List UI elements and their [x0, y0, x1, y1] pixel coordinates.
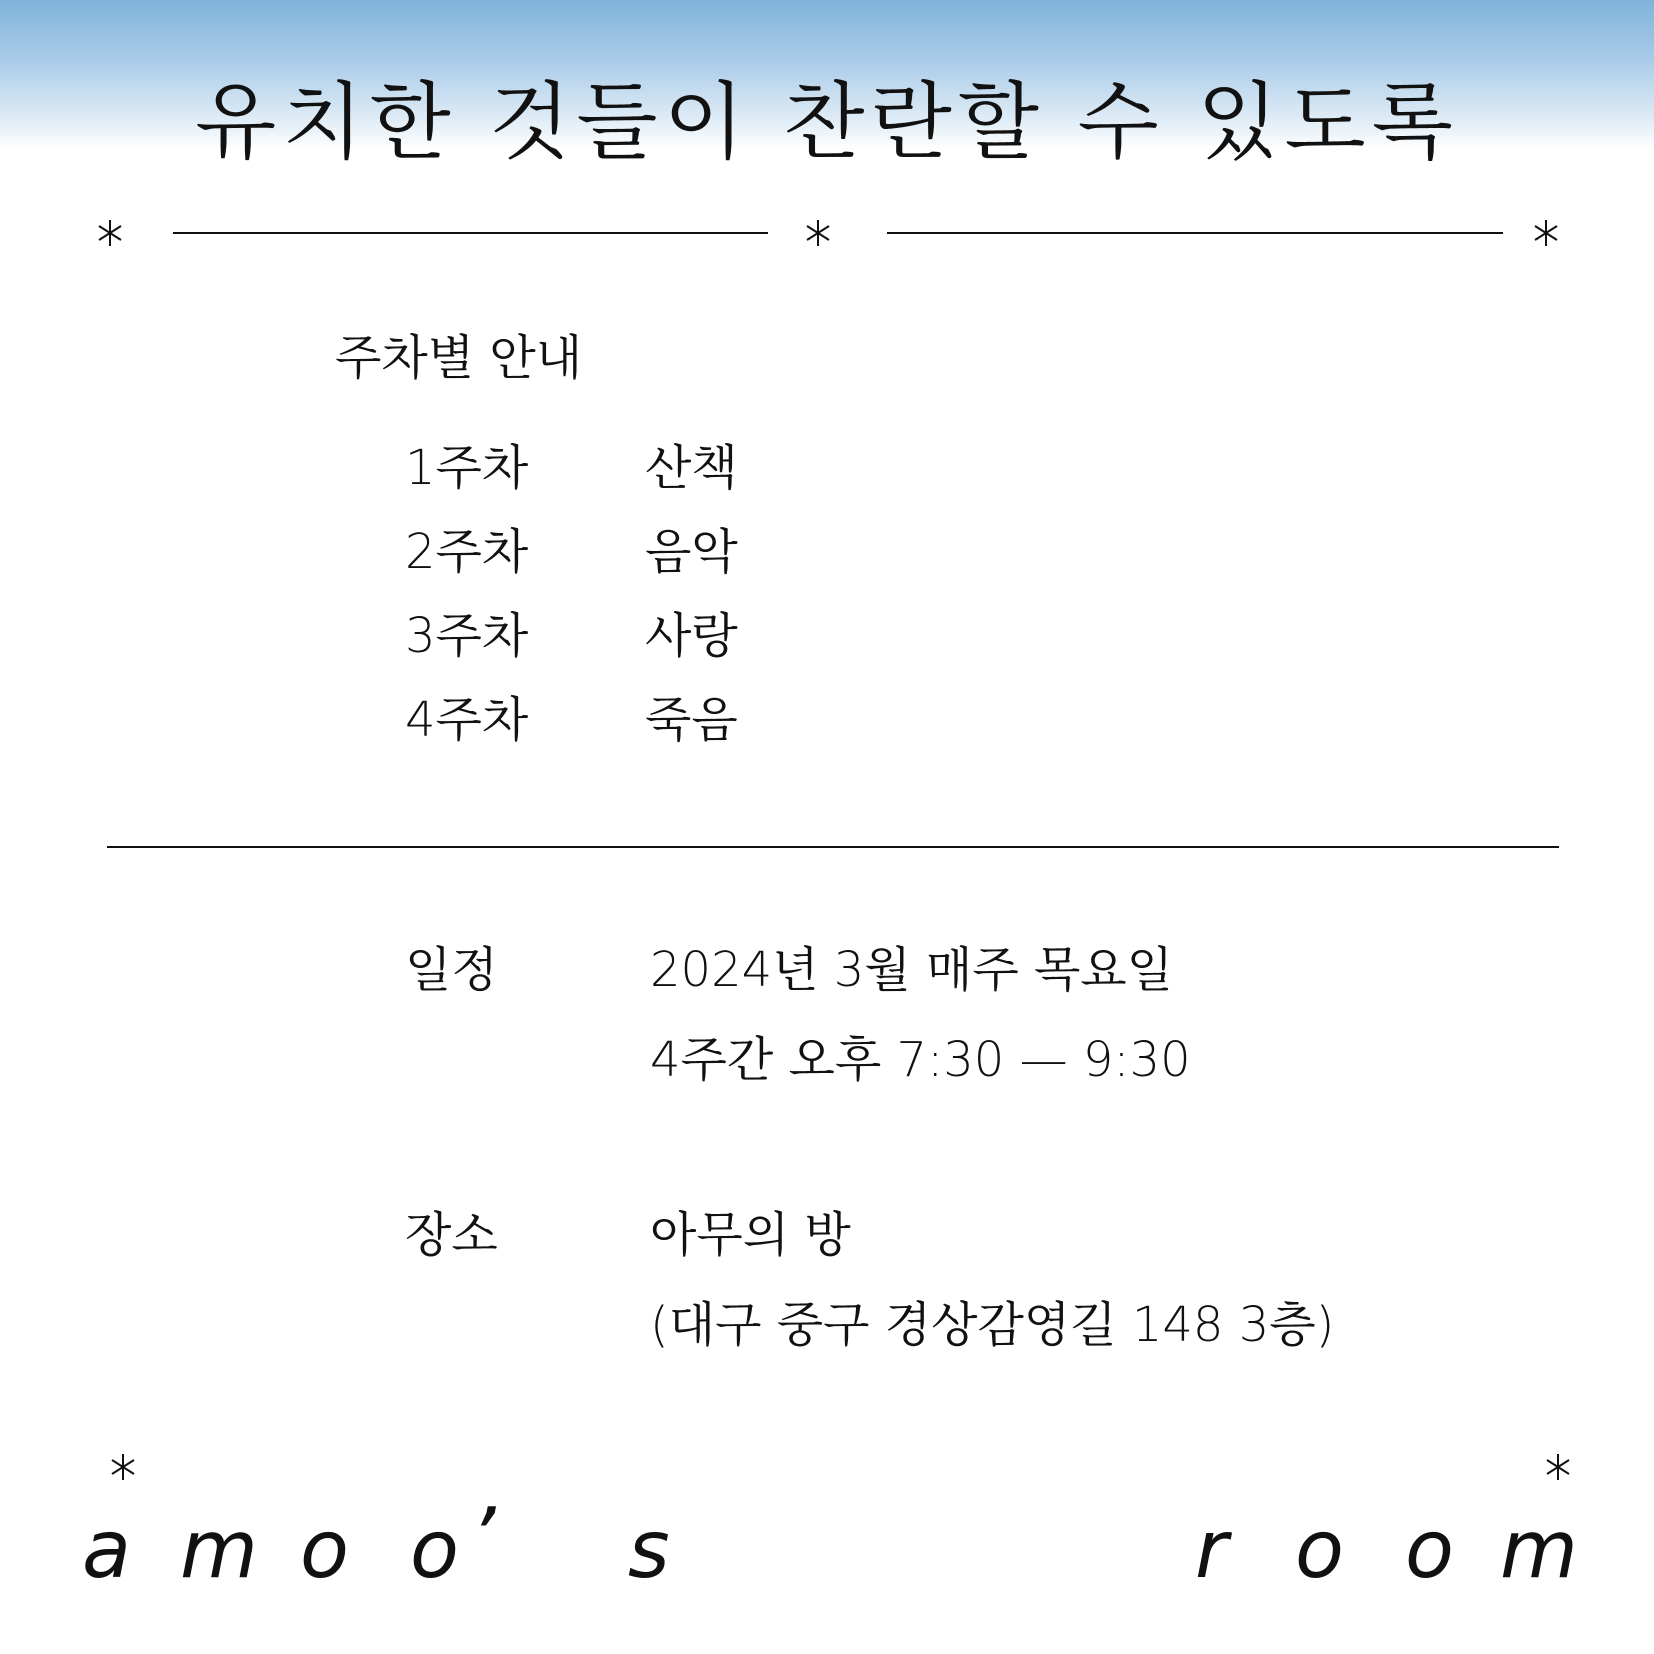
week-topic: 죽음	[645, 692, 738, 748]
week-topic: 산책	[645, 440, 738, 496]
weekly-heading: 주차별 안내	[335, 330, 583, 386]
week-label: 1주차	[405, 440, 529, 496]
footer-letter: o	[1295, 1503, 1344, 1596]
asterisk-icon	[95, 218, 125, 248]
week-label: 4주차	[405, 692, 529, 748]
schedule-line-2: 4주간 오후 7:30 — 9:30	[650, 1032, 1191, 1088]
place-label: 장소	[405, 1207, 498, 1263]
asterisk-icon	[1531, 218, 1561, 248]
asterisk-icon	[803, 218, 833, 248]
week-topic: 음악	[645, 524, 738, 580]
asterisk-icon	[108, 1452, 138, 1482]
schedule-label: 일정	[405, 942, 498, 998]
top-divider-left	[173, 232, 768, 234]
footer-letter: ’	[470, 1491, 496, 1584]
week-topic: 사랑	[645, 608, 738, 664]
footer-letter: r	[1195, 1503, 1228, 1596]
asterisk-icon	[1543, 1452, 1573, 1482]
schedule-line-1: 2024년 3월 매주 목요일	[650, 942, 1174, 998]
footer-letter: o	[1405, 1503, 1454, 1596]
footer-letter: o	[410, 1503, 459, 1596]
place-line-2: (대구 중구 경상감영길 148 3층)	[650, 1297, 1335, 1353]
week-label: 3주차	[405, 608, 529, 664]
place-line-1: 아무의 방	[650, 1207, 851, 1263]
footer-letter: m	[180, 1503, 258, 1596]
footer-letter: s	[628, 1503, 670, 1596]
page-title: 유치한 것들이 찬란할 수 있도록	[195, 73, 1459, 171]
week-label: 2주차	[405, 524, 529, 580]
top-divider-right	[887, 232, 1503, 234]
footer-letter: m	[1500, 1503, 1578, 1596]
middle-divider	[107, 846, 1559, 848]
footer-letter: o	[300, 1503, 349, 1596]
footer-letter: a	[82, 1503, 132, 1596]
